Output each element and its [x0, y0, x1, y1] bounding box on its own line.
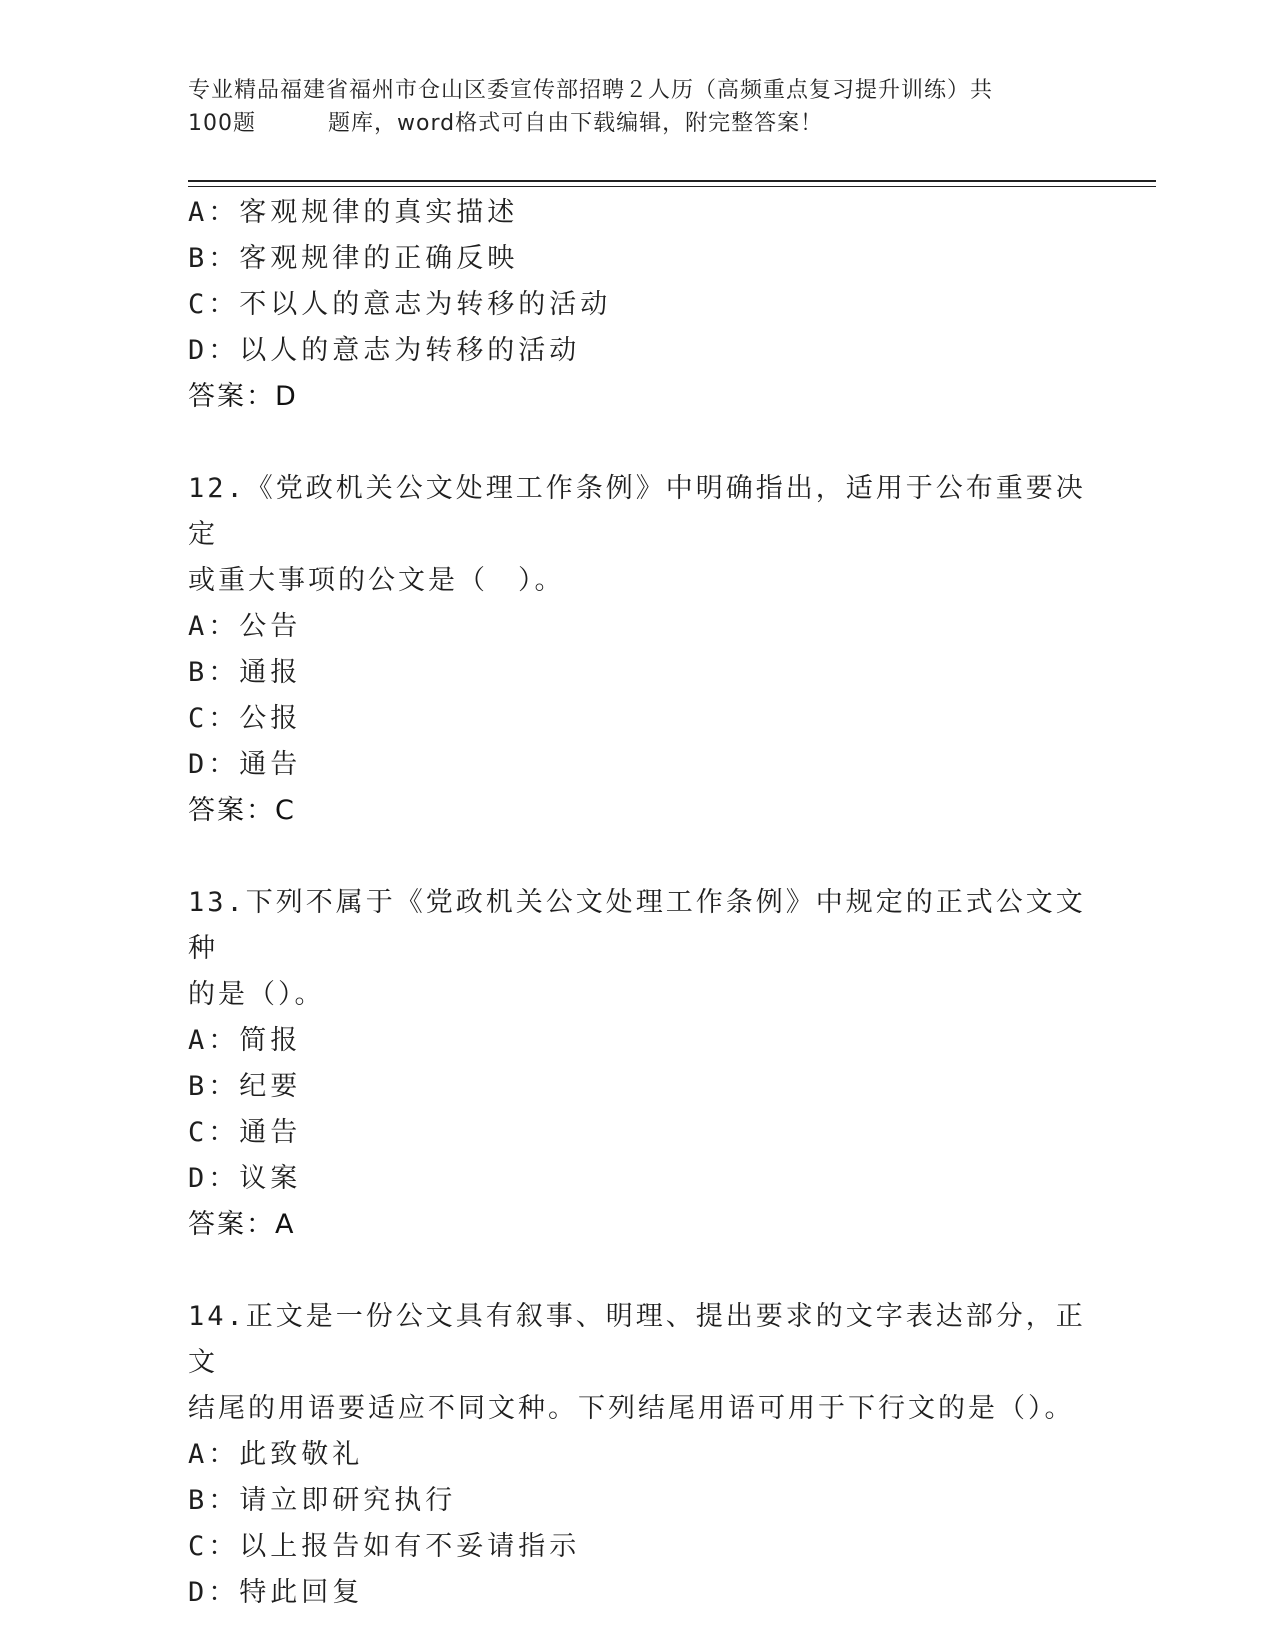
- question-stem-line2: 结尾的用语要适应不同文种。下列结尾用语可用于下行文的是（）。: [188, 1393, 1075, 1424]
- option-c: C：公报: [188, 703, 302, 734]
- header-divider-thick: [188, 180, 1156, 182]
- option-a: A：简报: [188, 1025, 302, 1056]
- option-d: D：议案: [188, 1163, 302, 1194]
- option-c: C：不以人的意志为转移的活动: [188, 289, 612, 320]
- question-12: [188, 466, 1088, 834]
- question-11-continued: [188, 190, 1088, 420]
- question-stem-line2: 的是（）。: [188, 979, 325, 1010]
- question-13: [188, 880, 1088, 1248]
- option-b: B：客观规律的正确反映: [188, 243, 519, 274]
- option-b: B：纪要: [188, 1071, 302, 1102]
- question-stem-line2: 或重大事项的公文是（ ）。: [188, 565, 565, 596]
- spacer: [188, 420, 1088, 466]
- option-b: B：请立即研究执行: [188, 1485, 457, 1516]
- option-c: C：通告: [188, 1117, 302, 1148]
- answer: 答案：D: [188, 381, 298, 412]
- option-d: D：以人的意志为转移的活动: [188, 335, 581, 366]
- header-title-line1: 专业精品福建省福州市仓山区委宣传部招聘２人历（高频重点复习提升训练）共: [188, 78, 994, 103]
- answer: 答案：C: [188, 795, 296, 826]
- header-divider-thin: [188, 186, 1156, 187]
- option-a: A：此致敬礼: [188, 1439, 364, 1470]
- header-question-count: 100题: [188, 111, 256, 136]
- question-stem-line1: 14.正文是一份公文具有叙事、明理、提出要求的文字表达部分，正文: [188, 1301, 1086, 1378]
- header-title-line2: [188, 107, 1088, 140]
- spacer: [188, 834, 1088, 880]
- option-b: B：通报: [188, 657, 302, 688]
- option-a: A：公告: [188, 611, 302, 642]
- option-c: C：以上报告如有不妥请指示: [188, 1531, 581, 1562]
- option-a: A：客观规律的真实描述: [188, 197, 519, 228]
- question-list: [188, 190, 1088, 1616]
- answer: 答案：A: [188, 1209, 296, 1240]
- question-14: [188, 1294, 1088, 1616]
- header-subtitle: 题库，word格式可自由下载编辑，附完整答案！: [328, 111, 824, 136]
- option-d: D：通告: [188, 749, 302, 780]
- question-stem-line1: 13.下列不属于《党政机关公文处理工作条例》中规定的正式公文文种: [188, 887, 1086, 964]
- page-header: [188, 74, 1088, 140]
- option-d: D：特此回复: [188, 1577, 364, 1608]
- spacer: [188, 1248, 1088, 1294]
- question-stem-line1: 12.《党政机关公文处理工作条例》中明确指出，适用于公布重要决定: [188, 473, 1086, 550]
